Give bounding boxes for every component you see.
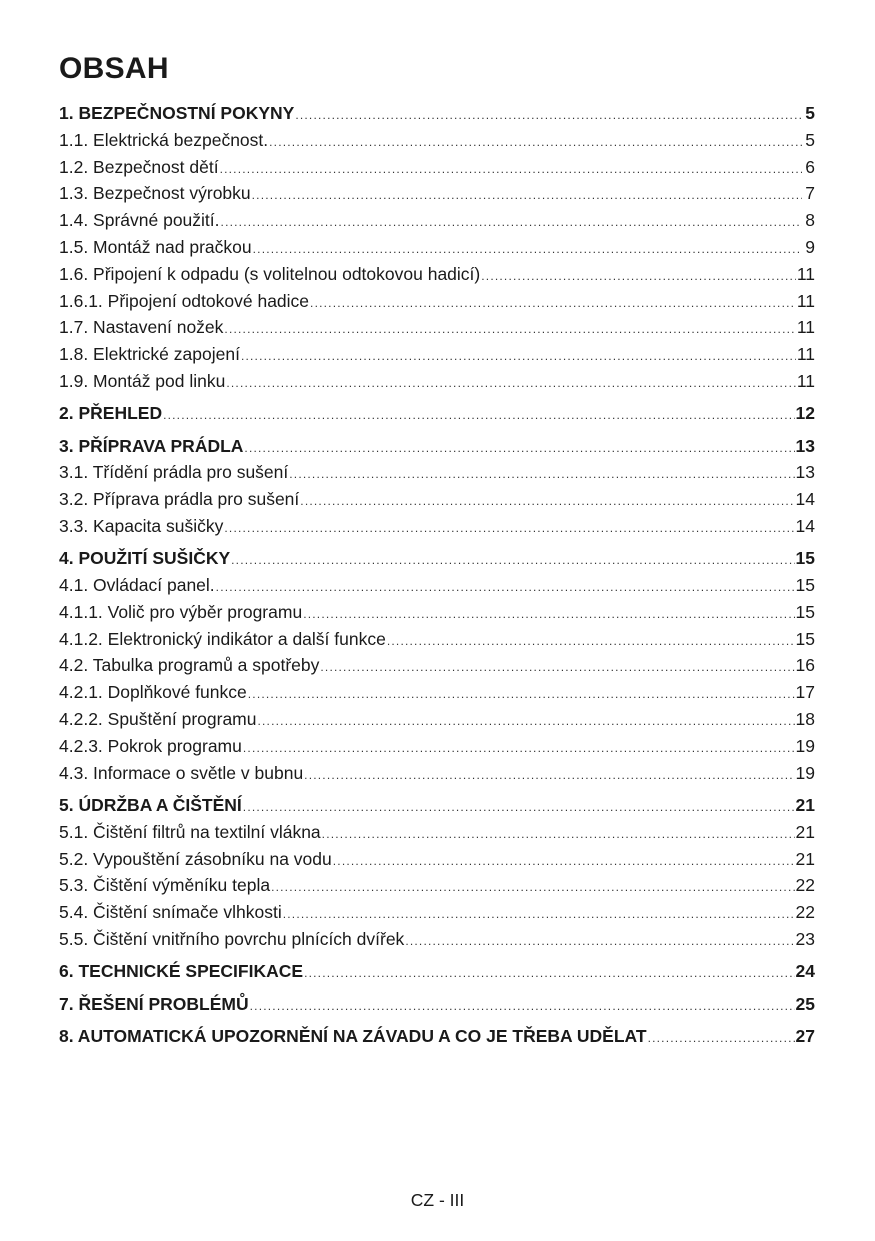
toc-entry-page-number: 11 xyxy=(796,290,815,311)
toc-entry-label: 1.6. Připojení k odpadu (s volitelnou odtokovou hadicí) xyxy=(59,263,481,284)
toc-section-entry[interactable] xyxy=(59,572,815,599)
toc-entry-page-number: 19 xyxy=(795,762,815,783)
toc-entry-page-number: 8 xyxy=(805,210,815,231)
toc-entry-page-number: 9 xyxy=(805,236,815,257)
toc-section-entry[interactable] xyxy=(59,261,815,288)
toc-dot-leader xyxy=(295,102,802,129)
toc-entry-label: 1. BEZPEČNOSTNÍ POKYNY xyxy=(59,103,295,123)
toc-chapter-entry[interactable] xyxy=(59,792,815,819)
toc-section-entry[interactable] xyxy=(59,207,815,234)
toc-entry-page-number: 25 xyxy=(795,993,815,1014)
toc-entry-label: 5.2. Vypouštění zásobníku na vodu xyxy=(59,848,332,869)
toc-entry-label: 4.3. Informace o světle v bubnu xyxy=(59,762,304,783)
toc-section-entry[interactable] xyxy=(59,368,815,395)
toc-entry-page-number: 21 xyxy=(795,848,815,869)
toc-chapter-entry[interactable] xyxy=(59,100,815,127)
toc-entry-label: 1.9. Montáž pod linku xyxy=(59,370,226,391)
toc-dot-leader xyxy=(241,343,796,370)
toc-section-entry[interactable] xyxy=(59,819,815,846)
toc-entry-page-number: 17 xyxy=(795,682,815,703)
toc-entry-page-number: 24 xyxy=(795,961,815,982)
toc-entry-label: 3.2. Příprava prádla pro sušení xyxy=(59,489,300,510)
toc-entry-label: 4.2.2. Spuštění programu xyxy=(59,709,257,730)
toc-entry-page-number: 5 xyxy=(805,129,815,150)
toc-dot-leader xyxy=(289,461,794,488)
table-of-contents xyxy=(59,100,815,1050)
toc-section-entry[interactable] xyxy=(59,180,815,207)
toc-entry-page-number: 12 xyxy=(795,403,815,424)
toc-dot-leader xyxy=(224,316,795,343)
toc-entry-label: 1.4. Správné použití. xyxy=(59,210,220,231)
toc-section-entry[interactable] xyxy=(59,234,815,261)
toc-section-entry[interactable] xyxy=(59,341,815,368)
toc-entry-label: 2. PŘEHLED xyxy=(59,403,163,424)
toc-dot-leader xyxy=(322,821,795,848)
toc-entry-page-number: 11 xyxy=(796,317,815,338)
toc-entry-page-number: 11 xyxy=(796,344,815,365)
toc-entry-page-number: 13 xyxy=(795,435,815,456)
toc-dot-leader xyxy=(250,993,795,1020)
toc-dot-leader xyxy=(221,209,802,236)
toc-entry-label: 4.2.3. Pokrok programu xyxy=(59,735,242,756)
toc-entry-label: 3. PŘÍPRAVA PRÁDLA xyxy=(59,435,244,456)
toc-dot-leader xyxy=(216,574,795,601)
toc-entry-label: 1.3. Bezpečnost výrobku xyxy=(59,183,251,204)
toc-entry-page-number: 15 xyxy=(795,575,815,596)
toc-entry-label: 5. ÚDRŽBA A ČIŠTĚNÍ xyxy=(59,794,242,815)
toc-entry-page-number: 19 xyxy=(795,735,815,756)
toc-dot-leader xyxy=(269,129,802,156)
toc-dot-leader xyxy=(244,435,794,462)
toc-entry-page-number: 15 xyxy=(795,628,815,649)
toc-entry-label: 4.1.2. Elektronický indikátor a další funkce xyxy=(59,628,386,649)
toc-dot-leader xyxy=(300,488,794,515)
toc-dot-leader xyxy=(243,794,795,821)
toc-dot-leader xyxy=(257,708,794,735)
toc-dot-leader xyxy=(271,874,794,901)
toc-entry-label: 5.1. Čištění filtrů na textilní vlákna xyxy=(59,821,321,842)
page-title: OBSAH xyxy=(59,52,169,85)
toc-entry-page-number: 7 xyxy=(805,183,815,204)
toc-dot-leader xyxy=(283,901,795,928)
toc-entry-page-number: 15 xyxy=(795,548,815,569)
toc-section-entry[interactable] xyxy=(59,652,815,679)
toc-dot-leader xyxy=(248,681,795,708)
toc-section-entry[interactable] xyxy=(59,760,815,787)
toc-section-entry[interactable] xyxy=(59,154,815,181)
toc-entry-label: 1.2. Bezpečnost dětí xyxy=(59,156,219,177)
toc-section-entry[interactable] xyxy=(59,872,815,899)
toc-entry-page-number: 13 xyxy=(795,462,815,483)
toc-section-entry[interactable] xyxy=(59,926,815,953)
toc-entry-page-number: 23 xyxy=(795,928,815,949)
toc-entry-page-number: 27 xyxy=(795,1025,815,1046)
toc-entry-page-number: 18 xyxy=(795,709,815,730)
toc-entry-label: 8. AUTOMATICKÁ UPOZORNĚNÍ NA ZÁVADU A CO JE TŘEBA UDĚLAT xyxy=(59,1025,647,1046)
toc-section-entry[interactable] xyxy=(59,459,815,486)
toc-entry-page-number: 5 xyxy=(805,103,815,123)
toc-entry-page-number: 14 xyxy=(795,489,815,510)
toc-entry-label: 6. TECHNICKÉ SPECIFIKACE xyxy=(59,961,304,982)
toc-entry-page-number: 22 xyxy=(795,902,815,923)
toc-entry-page-number: 21 xyxy=(795,794,815,815)
toc-dot-leader xyxy=(405,928,794,955)
toc-entry-label: 3.1. Třídění prádla pro sušení xyxy=(59,462,289,483)
toc-entry-label: 1.1. Elektrická bezpečnost. xyxy=(59,129,269,150)
toc-section-entry[interactable] xyxy=(59,599,815,626)
toc-entry-label: 5.3. Čištění výměníku tepla xyxy=(59,875,271,896)
toc-dot-leader xyxy=(333,848,795,875)
toc-section-entry[interactable] xyxy=(59,486,815,513)
toc-entry-label: 5.4. Čištění snímače vlhkosti xyxy=(59,902,282,923)
toc-dot-leader xyxy=(304,960,794,987)
toc-chapter-entry[interactable] xyxy=(59,400,815,427)
toc-section-entry[interactable] xyxy=(59,288,815,315)
toc-dot-leader xyxy=(303,601,794,628)
toc-entry-label: 1.7. Nastavení nožek xyxy=(59,317,224,338)
toc-chapter-entry[interactable] xyxy=(59,433,815,460)
toc-dot-leader xyxy=(220,156,802,183)
toc-entry-label: 5.5. Čištění vnitřního povrchu plnících dvířek xyxy=(59,928,405,949)
toc-entry-page-number: 11 xyxy=(796,263,815,284)
toc-entry-label: 1.6.1. Připojení odtokové hadice xyxy=(59,290,310,311)
toc-chapter-entry[interactable] xyxy=(59,991,815,1018)
toc-chapter-entry[interactable] xyxy=(59,545,815,572)
toc-chapter-entry[interactable] xyxy=(59,1023,815,1050)
toc-entry-page-number: 22 xyxy=(795,875,815,896)
toc-dot-leader xyxy=(163,402,794,429)
toc-entry-label: 3.3. Kapacita sušičky xyxy=(59,515,224,536)
toc-entry-label: 4.2. Tabulka programů a spotřeby xyxy=(59,655,320,676)
toc-dot-leader xyxy=(226,370,795,397)
toc-dot-leader xyxy=(224,515,794,542)
toc-dot-leader xyxy=(648,1025,795,1052)
toc-entry-label: 7. ŘEŠENÍ PROBLÉMŮ xyxy=(59,993,249,1014)
toc-section-entry[interactable] xyxy=(59,314,815,341)
toc-dot-leader xyxy=(310,290,796,317)
toc-entry-page-number: 15 xyxy=(795,601,815,622)
toc-entry-page-number: 14 xyxy=(795,515,815,536)
toc-section-entry[interactable] xyxy=(59,127,815,154)
toc-entry-page-number: 6 xyxy=(805,156,815,177)
toc-section-entry[interactable] xyxy=(59,846,815,873)
toc-entry-label: 4. POUŽITÍ SUŠIČKY xyxy=(59,548,231,569)
toc-chapter-entry[interactable] xyxy=(59,958,815,985)
toc-dot-leader xyxy=(231,547,794,574)
toc-dot-leader xyxy=(320,654,794,681)
toc-section-entry[interactable] xyxy=(59,679,815,706)
toc-section-entry[interactable] xyxy=(59,626,815,653)
toc-section-entry[interactable] xyxy=(59,513,815,540)
toc-dot-leader xyxy=(243,735,795,762)
toc-entry-label: 1.5. Montáž nad pračkou xyxy=(59,236,252,257)
toc-entry-label: 4.1.1. Volič pro výběr programu xyxy=(59,601,303,622)
toc-dot-leader xyxy=(252,182,802,209)
toc-entry-page-number: 16 xyxy=(795,655,815,676)
toc-entry-label: 1.8. Elektrické zapojení xyxy=(59,344,240,365)
toc-entry-page-number: 21 xyxy=(795,821,815,842)
toc-dot-leader xyxy=(304,762,794,789)
page-footer: CZ - III xyxy=(410,1190,465,1210)
toc-entry-label: 4.2.1. Doplňkové funkce xyxy=(59,682,247,703)
toc-entry-page-number: 11 xyxy=(796,370,815,391)
toc-section-entry[interactable] xyxy=(59,899,815,926)
toc-dot-leader xyxy=(387,628,795,655)
toc-entry-label: 4.1. Ovládací panel. xyxy=(59,575,215,596)
toc-section-entry[interactable] xyxy=(59,706,815,733)
toc-section-entry[interactable] xyxy=(59,733,815,760)
toc-dot-leader xyxy=(253,236,802,263)
toc-dot-leader xyxy=(481,263,796,290)
